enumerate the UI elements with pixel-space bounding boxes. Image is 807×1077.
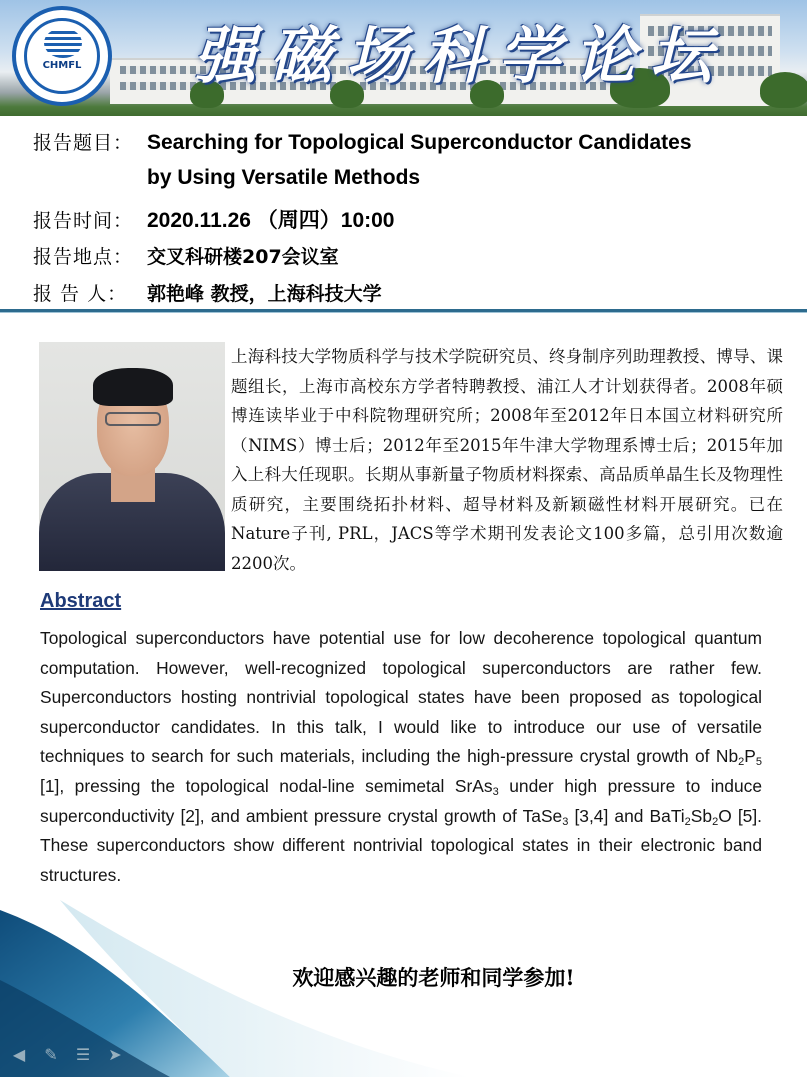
time-value: 2020.11.26 （周四）10:00 [147,209,395,232]
topic-line-2: by Using Versatile Methods [147,166,421,189]
time-label: 报告时间： [33,210,134,232]
abstract-body [40,624,762,890]
menu-icon[interactable]: ☰ [75,1045,91,1064]
topic-label: 报告题目： [33,132,134,154]
abstract-text: Sb [690,805,713,826]
speaker-value: 郭艳峰 教授，上海科技大学 [147,283,382,305]
logo-abbreviation: CHMFL [42,60,82,71]
forum-title: 强磁场科学论坛 [193,19,726,92]
speaker-photo [39,342,225,571]
place-row [33,242,339,269]
logo-globe-icon [44,28,82,58]
abstract-text: [3,4] and BaTi [568,805,685,826]
topic-row [33,128,692,155]
speaker-bio: 上海科技大学物质科学与技术学院研究员、终身制序列助理教授、博导、课题组长，上海市高校东方学者特聘教授、浦江人才计划获得者。2008年硕博连读毕业于中科院物理研究所；2008年至2012年日本国立材料研究所（NIMS）博士后；2012年至2015年牛津大学物理系博士后；2015年加入上科大任现职。长期从事新量子物质材料探索、高品质单晶生长及物理性质研究，主要围绕拓扑材料、超导材料及新颖磁性材料开展研究。已在Nature子刊, PRL，JACS等学术期刊发表论文100多篇，总引用次数逾2200次。 [231,347,783,573]
abstract-text: under high pressure to induce superconductivity [2], and ambient pressure crystal growth of TaSe [40,775,762,826]
pen-icon[interactable]: ✎ [44,1045,58,1064]
abstract-text: O [5]. These superconductors show different nontrivial topological states in their electronic band structures. [40,805,763,885]
slide-nav-controls [8,1046,126,1064]
subscript: 2 [738,756,745,769]
arrow-right-icon[interactable]: ➤ [108,1045,122,1064]
time-row [33,204,395,234]
section-divider-highlight [0,312,807,313]
place-label: 报告地点： [33,246,134,268]
abstract-text: [1], pressing the topological nodal-line semimetal SrAs [40,775,493,796]
topic-line-1: Searching for Topological Superconductor Candidates [147,131,692,154]
place-value: 交叉科研楼207会议室 [147,246,339,268]
subscript: 2 [712,815,719,828]
header-banner [0,0,807,116]
speaker-label: 报 告 人： [33,283,128,305]
abstract-text: Topological superconductors have potential use for low decoherence topological quantum computation. However, well-recognized topological superconductors are rather few. Superconductors hosting nontrivial topological states have been proposed as topological superconductor candidates. In this talk, I would like to introduce our use of versatile techniques to search for such materials, including the high-pressure crystal growth of Nb [40,628,762,767]
speaker-row [33,279,382,306]
tree [760,72,807,108]
photo-glasses [105,412,161,426]
abstract-text: P [744,746,756,767]
photo-hair [93,368,173,406]
welcome-message: 欢迎感兴趣的老师和同学参加! [292,965,575,990]
abstract-heading: Abstract [40,590,122,612]
subscript: 3 [492,785,499,798]
subscript: 5 [755,756,762,769]
subscript: 2 [684,815,691,828]
subscript: 3 [562,815,569,828]
arrow-left-icon[interactable]: ◀ [12,1045,26,1064]
chmfl-logo [12,6,112,106]
topic-row-2 [33,166,420,190]
